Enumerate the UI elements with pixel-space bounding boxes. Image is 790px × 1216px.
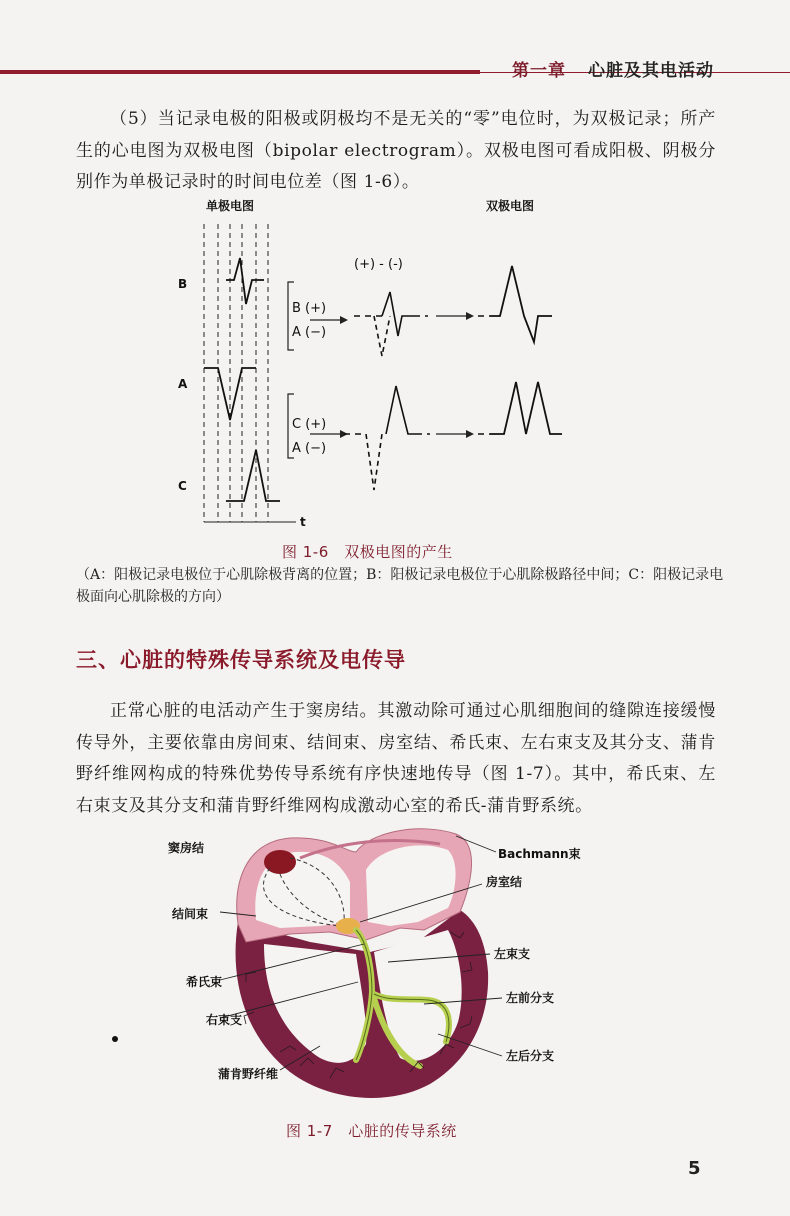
- header-rule: [0, 70, 480, 74]
- label-bachmann: Bachmann束: [498, 847, 581, 861]
- fig1-right-title: 双极电图: [486, 199, 535, 213]
- pair1-bottom-label: A (−): [292, 325, 327, 340]
- row-label-a: A: [178, 377, 188, 391]
- fig1-left-title: 单极电图: [206, 199, 255, 213]
- paragraph-bipolar: [76, 104, 716, 199]
- label-rbb: 右束支: [206, 1013, 243, 1027]
- pair2-top-label: C (+): [292, 417, 327, 432]
- trace-a: [204, 368, 256, 420]
- figure-bipolar-electrogram: [160, 196, 580, 532]
- trace-b: [226, 258, 264, 304]
- label-purkinje: 蒲肯野纤维: [218, 1067, 279, 1081]
- figure-heart-conduction: [160, 822, 600, 1112]
- pair2-bottom-label: A (−): [292, 441, 327, 456]
- label-lbb: 左束支: [494, 947, 531, 961]
- figure1-note: （A：阳极记录电极位于心肌除极背离的位置；B：阳极记录电极位于心肌除极路径中间；C：阳极记录电极面向心肌除极的方向）: [76, 567, 724, 605]
- bipolar-result-1: [490, 266, 552, 342]
- pair1-top-label: B (+): [292, 301, 327, 316]
- label-internodal: 结间束: [172, 907, 209, 921]
- figure1-caption: 图 1-6 双极电图的产生: [282, 543, 453, 561]
- subtraction-formula: (+) - (-): [354, 257, 403, 272]
- figure2-caption: 图 1-7 心脏的传导系统: [286, 1122, 457, 1140]
- label-av-node: 房室结: [486, 875, 523, 889]
- paragraph-text: 正常心脏的电活动产生于窦房结。其激动除可通过心肌细胞间的缝隙连接缓慢传导外，主要依靠由房间束、结间束、房室结、希氏束、左右束支及其分支、蒲肯野纤维网构成的特殊优势传导系统有序快速地传导（图 1-7）。其中，希氏束、左右束支及其分支和蒲肯野纤维网构成激动心室的希氏-蒲肯野系统。: [76, 701, 716, 816]
- time-gridlines: [204, 224, 268, 522]
- time-axis-label: t: [300, 515, 306, 529]
- label-his: 希氏束: [186, 975, 223, 989]
- row-label-c: C: [178, 479, 187, 493]
- trace-c: [226, 450, 280, 501]
- chapter-label: 第一章: [512, 61, 566, 81]
- paragraph-text: （5）当记录电极的阳极或阴极均不是无关的“零”电位时，为双极记录；所产生的心电图为双极电图（bipolar electrogram）。双极电图可看成阳极、阴极分别作为单极记录时的时间电位差（图 1-6）。: [76, 109, 716, 192]
- bipolar-result-2: [490, 382, 562, 434]
- label-lpf: 左后分支: [506, 1049, 555, 1063]
- section-heading: 三、心脏的特殊传导系统及电传导: [76, 648, 406, 672]
- label-sa-node: 窦房结: [168, 841, 205, 855]
- chapter-title: 心脏及其电活动: [588, 61, 714, 81]
- label-laf: 左前分支: [506, 991, 555, 1005]
- margin-dot: [112, 1036, 118, 1042]
- paragraph-conduction: [76, 696, 716, 822]
- page-number: 5: [688, 1158, 701, 1179]
- row-label-b: B: [178, 277, 188, 291]
